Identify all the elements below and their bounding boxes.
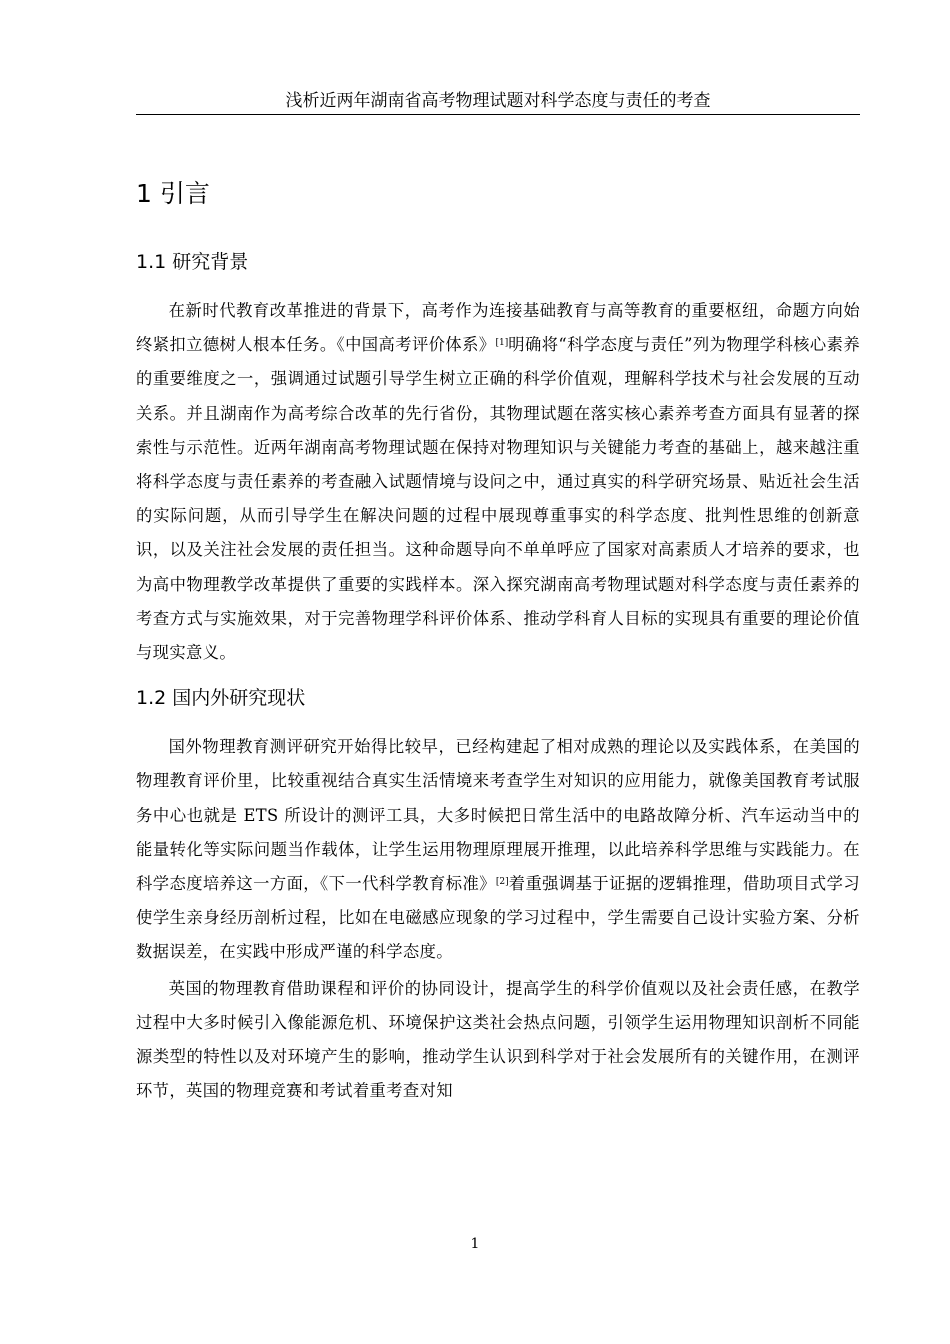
subsection-heading-background: 1.1 研究背景 <box>136 251 249 273</box>
page-number: 1 <box>470 1236 480 1252</box>
paragraph-foreign-research <box>136 730 860 969</box>
paragraph-text: 在新时代教育改革推进的背景下，高考作为连接基础教育与高等教育的重要枢纽，命题方向始终紧扣立德树人根本任务。《中国高考评价体系》 <box>136 301 860 355</box>
citation-ref-2: [2] <box>495 877 509 888</box>
running-title: 浅析近两年湖南省高考物理试题对科学态度与责任的考查 <box>285 91 711 111</box>
section-heading-introduction: 1 引言 <box>136 179 210 208</box>
paragraph-background <box>136 294 860 670</box>
page-body <box>136 176 860 1108</box>
citation-ref-1: [1] <box>495 338 509 349</box>
running-header <box>136 88 860 115</box>
paragraph-text: 明确将“科学态度与责任”列为物理学科核心素养的重要维度之一，强调通过试题引导学生树立正确的科学价值观，理解科学技术与社会发展的互动关系。并且湖南作为高考综合改革的先行省份，其物理试题在落实核心素养考查方面具有显著的探索性与示范性。近两年湖南高考物理试题在保持对物理知识与关键能力考查的基础上，越来越注重将科学态度与责任素养的考查融入试题情境与设问之中，通过真实的科学研究场景、贴近社会生活的实际问题，从而引导学生在解决问题的过程中展现尊重事实的科学态度、批判性思维的创新意识，以及关注社会发展的责任担当。这种命题导向不单单呼应了国家对高素质人才培养的要求，也为高中物理教学改革提供了重要的实践样本。深入探究湖南高考物理试题对科学态度与责任素养的考查方式与实施效果，对于完善物理学科评价体系、推动学科育人目标的实现具有重要的理论价值与现实意义。 <box>136 335 860 663</box>
paragraph-text: 着重强调基于证据的逻辑推理，借助项目式学习使学生亲身经历剖析过程，比如在电磁感应现象的学习过程中，学生需要自己设计实验方案、分析数据误差，在实践中形成严谨的科学态度。 <box>136 874 860 962</box>
paragraph-text: 国外物理教育测评研究开始得比较早，已经构建起了相对成熟的理论以及实践体系，在美国的物理教育评价里，比较重视结合真实生活情境来考查学生对知识的应用能力，就像美国教育考试服务中心也就是 ETS 所设计的测评工具，大多时候把日常生活中的电路故障分析、汽车运动当中的能量转化等实际问题当作载体，让学生运用物理原理展开推理，以此培养科学思维与实践能力。在科学态度培养这一方面，《下一代科学教育标准》 <box>136 737 860 894</box>
subsection-heading-research-status: 1.2 国内外研究现状 <box>136 687 306 710</box>
paragraph-uk-research: 英国的物理教育借助课程和评价的协同设计，提高学生的科学价值观以及社会责任感，在教学过程中大多时候引入像能源危机、环境保护这类社会热点问题，引领学生运用物理知识剖析不同能源类型的特性以及对环境产生的影响，推动学生认识到科学对于社会发展所有的关键作用，在测评环节，英国的物理竞赛和考试着重考查对知 <box>136 978 860 1101</box>
